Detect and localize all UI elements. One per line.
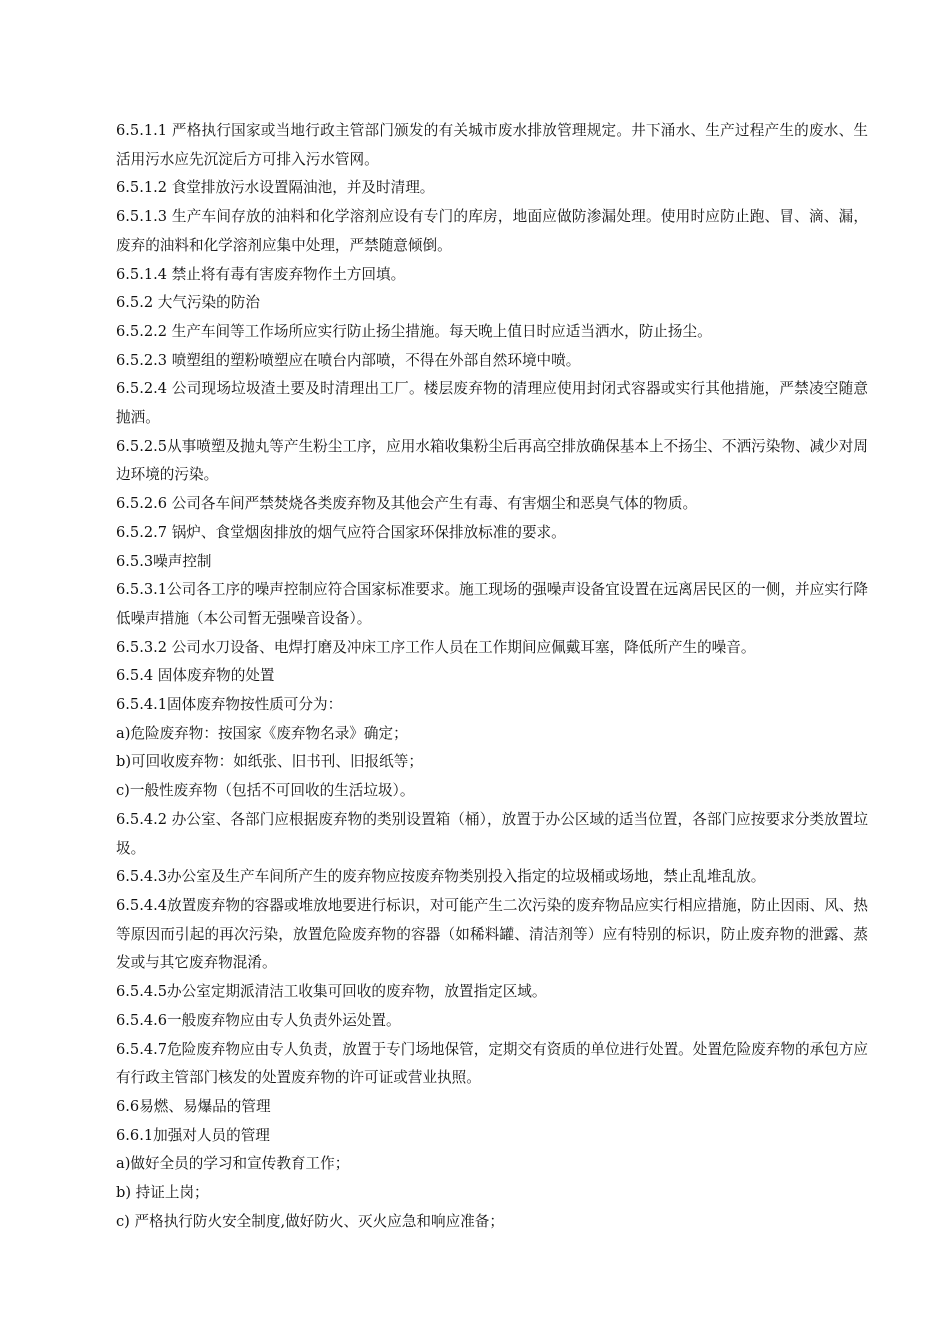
heading-6-6-1: 6.6.1加强对人员的管理 [116,1126,270,1144]
paragraph-6-5-2-5: 6.5.2.5从事喷塑及抛丸等产生粉尘工序，应用水箱收集粉尘后再高空排放确保基本上不扬尘、不洒污染物、减少对周边环境的污染。 [116,437,868,484]
list-item-b-recyclable: b)可回收废弃物：如纸张、旧书刊、旧报纸等； [116,753,423,771]
paragraph-6-5-4-7: 6.5.4.7危险废弃物应由专人负责，放置于专门场地保管，定期交有资质的单位进行处置。处置危险废弃物的承包方应有行政主管部门核发的处置废弃物的许可证或营业执照。 [116,1040,868,1087]
list-item-c-fire-safety: c) 严格执行防火安全制度,做好防火、灭火应急和响应准备； [116,1212,504,1230]
paragraph-6-5-2-6: 6.5.2.6 公司各车间严禁焚烧各类废弃物及其他会产生有毒、有害烟尘和恶臭气体的物质。 [116,495,698,513]
paragraph-6-5-4-3: 6.5.4.3办公室及生产车间所产生的废弃物应按废弃物类别投入指定的垃圾桶或场地，禁止乱堆乱放。 [116,868,766,886]
list-item-a-education: a)做好全员的学习和宣传教育工作； [116,1155,350,1173]
heading-6-5-4: 6.5.4 固体废弃物的处置 [116,667,275,685]
paragraph-6-5-2-3: 6.5.2.3 喷塑组的塑粉喷塑应在喷台内部喷，不得在外部自然环境中喷。 [116,351,581,369]
paragraph-6-5-1-1: 6.5.1.1 严格执行国家或当地行政主管部门颁发的有关城市废水排放管理规定。井下涌水、生产过程产生的废水、生活用污水应先沉淀后方可排入污水管网。 [116,122,868,168]
list-item-b-certification: b) 持证上岗； [116,1184,209,1202]
list-item-c-general: c)一般性废弃物（包括不可回收的生活垃圾）。 [116,782,415,800]
paragraph-6-5-3-2: 6.5.3.2 公司水刀设备、电焊打磨及冲床工序工作人员在工作期间应佩戴耳塞，降低所产生的噪音。 [116,638,756,656]
heading-6-6: 6.6易燃、易爆品的管理 [116,1097,271,1115]
paragraph-6-5-3-1: 6.5.3.1公司各工序的噪声控制应符合国家标准要求。施工现场的强噪声设备宜设置在远离居民区的一侧，并应实行降低噪声措施（本公司暂无强噪音设备）。 [116,581,868,627]
paragraph-6-5-1-4: 6.5.1.4 禁止将有毒有害废弃物作土方回填。 [116,265,406,283]
paragraph-6-5-4-5: 6.5.4.5办公室定期派清洁工收集可回收的废弃物，放置指定区域。 [116,983,547,1001]
heading-6-5-2: 6.5.2 大气污染的防治 [116,294,260,312]
document-body [116,117,868,1236]
paragraph-6-5-4-4: 6.5.4.4放置废弃物的容器或堆放地要进行标识，对可能产生二次污染的废弃物品应实行相应措施，防止因雨、风、热等原因而引起的再次污染，放置危险废弃物的容器（如稀料罐、清洁剂等）应有特别的标识，防止废弃物的泄露、蒸发或与其它废弃物混淆。 [116,896,868,972]
paragraph-6-5-2-2: 6.5.2.2 生产车间等工作场所应实行防止扬尘措施。每天晚上值日时应适当洒水，防止扬尘。 [116,322,712,340]
heading-6-5-3: 6.5.3噪声控制 [116,552,212,570]
paragraph-6-5-4-1: 6.5.4.1固体废弃物按性质可分为： [116,696,343,714]
paragraph-6-5-2-4: 6.5.2.4 公司现场垃圾渣土要及时清理出工厂。楼层废弃物的清理应使用封闭式容器或实行其他措施，严禁凌空随意抛洒。 [116,380,868,427]
list-item-a-hazardous: a)危险废弃物：按国家《废弃物名录》确定； [116,724,408,742]
paragraph-6-5-1-3: 6.5.1.3 生产车间存放的油料和化学溶剂应设有专门的库房，地面应做防渗漏处理。使用时应防止跑、冒、滴、漏，废弃的油料和化学溶剂应集中处理，严禁随意倾倒。 [116,208,868,254]
paragraph-6-5-1-2: 6.5.1.2 食堂排放污水设置隔油池，并及时清理。 [116,179,435,197]
paragraph-6-5-4-2: 6.5.4.2 办公室、各部门应根据废弃物的类别设置箱（桶），放置于办公区域的适当位置，各部门应按要求分类放置垃圾。 [116,810,868,857]
paragraph-6-5-2-7: 6.5.2.7 锅炉、食堂烟囱排放的烟气应符合国家环保排放标准的要求。 [116,523,566,541]
paragraph-6-5-4-6: 6.5.4.6一般废弃物应由专人负责外运处置。 [116,1011,401,1029]
